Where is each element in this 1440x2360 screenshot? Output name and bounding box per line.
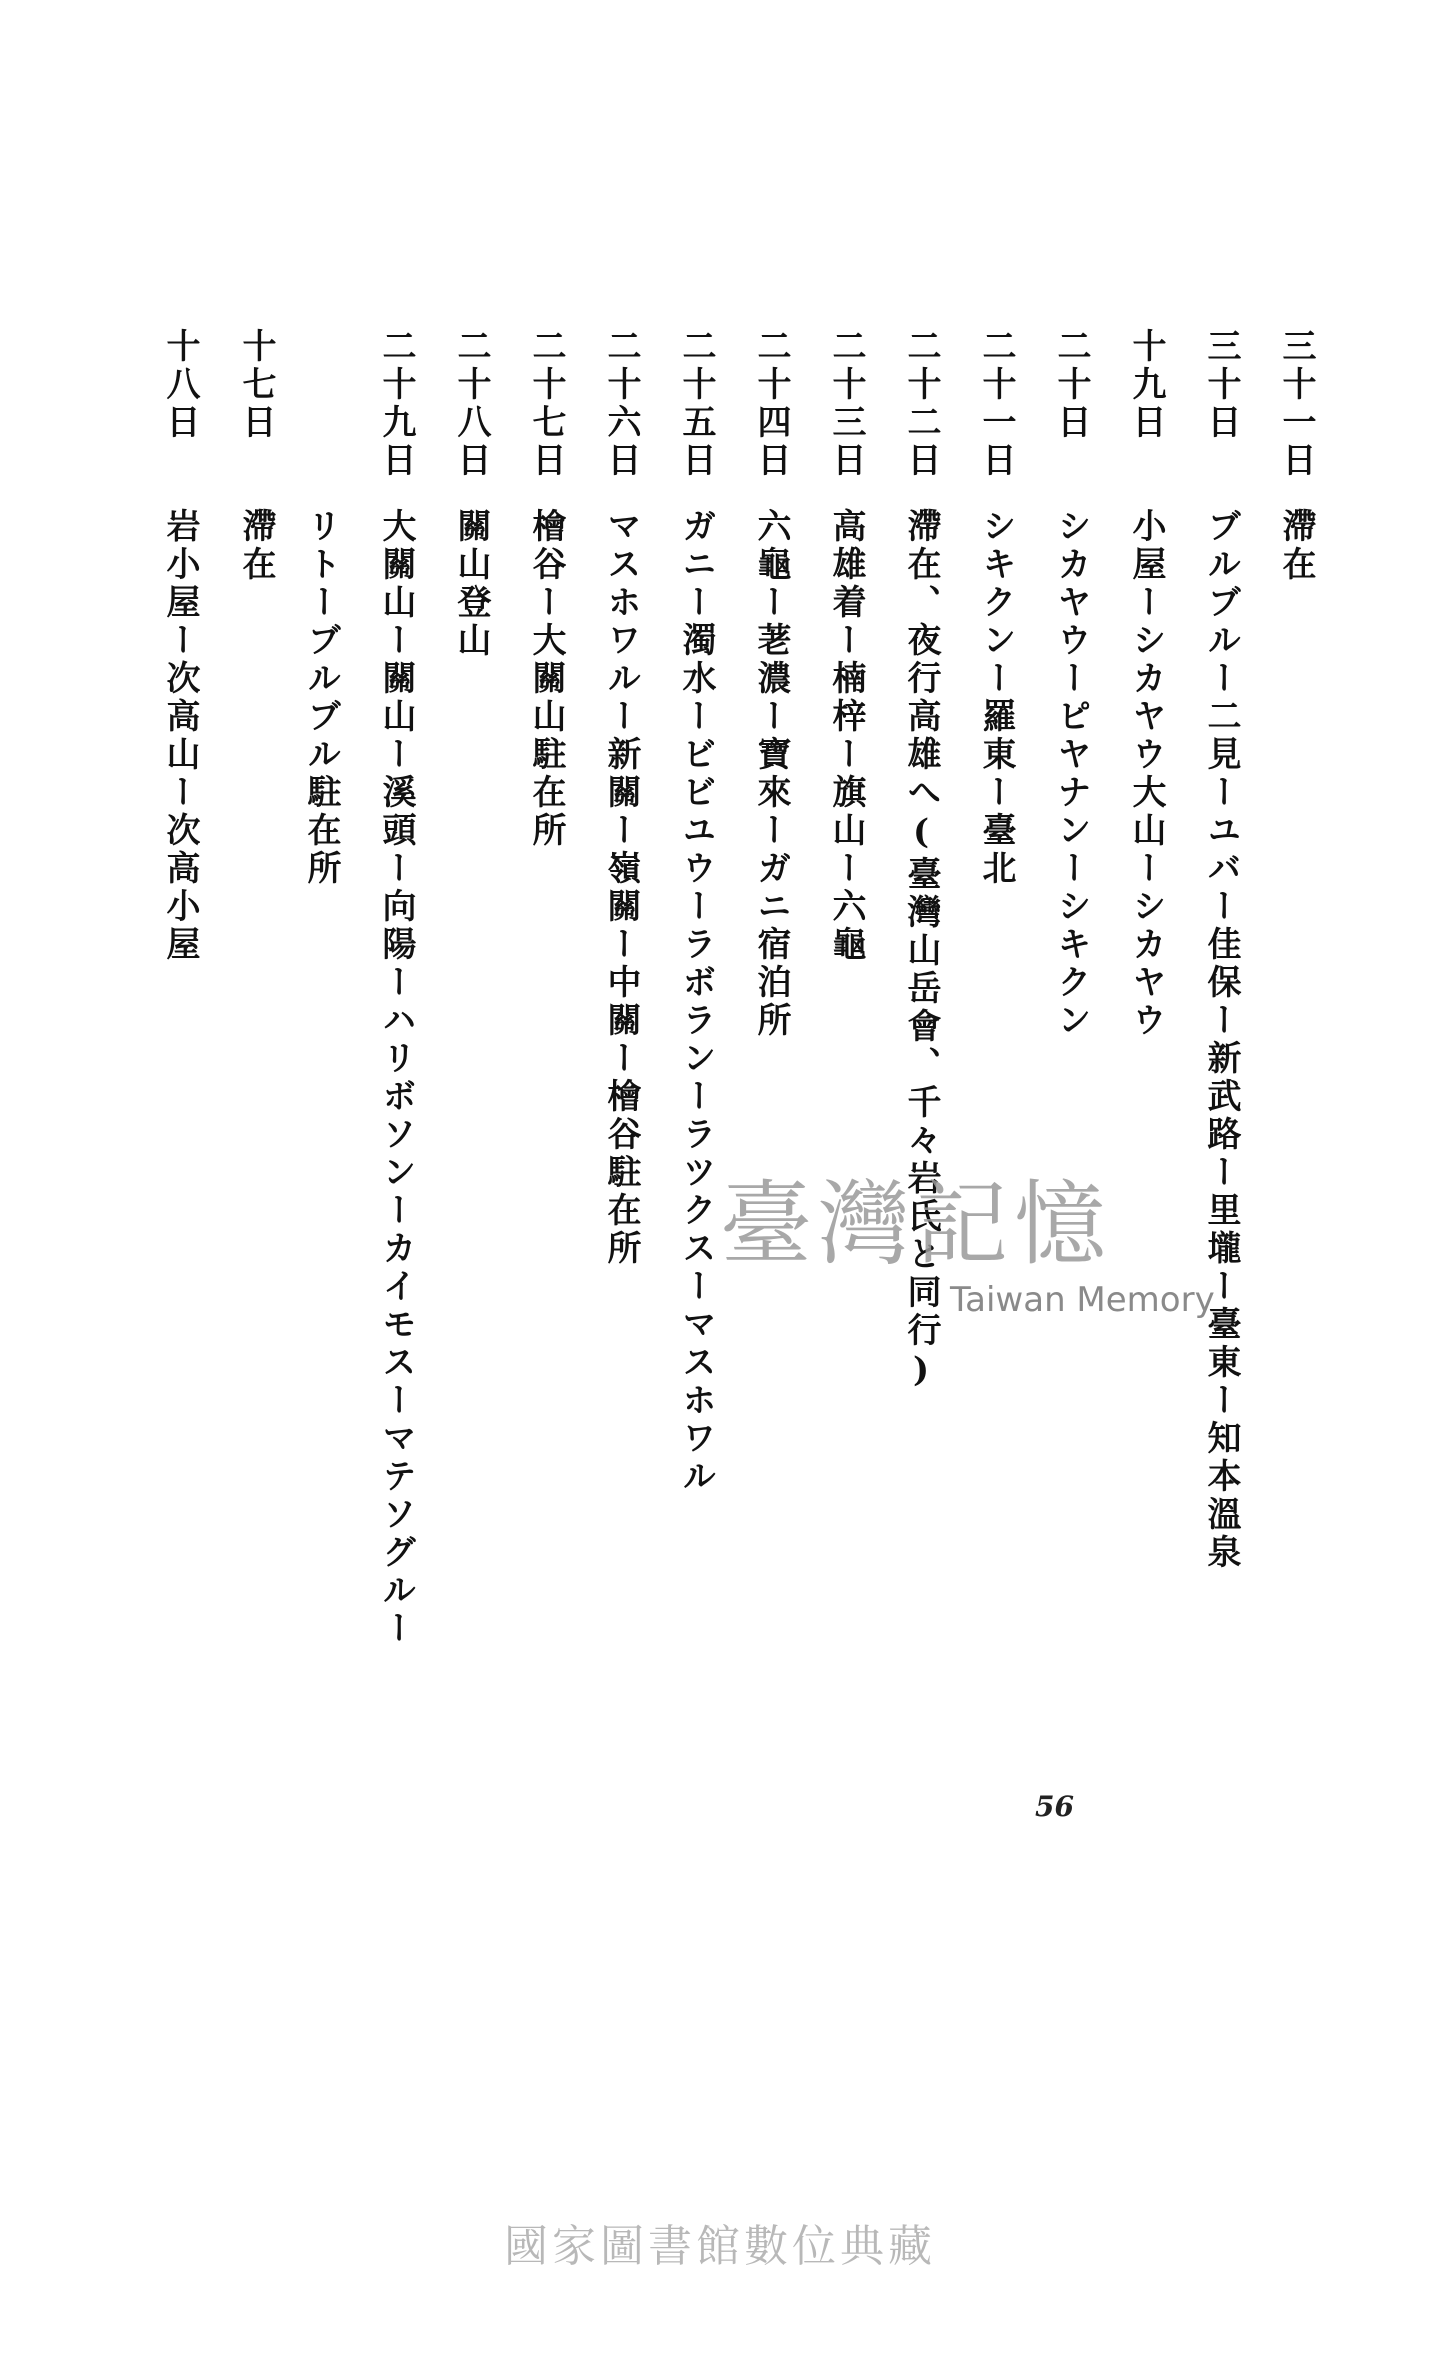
entry-route: 岩小屋ー次高山ー次高小屋 xyxy=(160,508,200,964)
entry-route: 滯在、夜行高雄へ(臺灣山岳會、千々岩氏と同行) xyxy=(901,508,941,1394)
entry-route: ガニー濁水ービビユウーラボランーラツクスーマスホワル xyxy=(676,508,716,1496)
entry-route: 滯在 xyxy=(1276,508,1316,584)
watermark-title: 臺灣記憶 xyxy=(720,1171,1113,1278)
page-number: 56 xyxy=(1035,1790,1074,1823)
entry-date: 十九日 xyxy=(1126,328,1166,442)
entry-route: 滯在 xyxy=(236,508,276,584)
entry-route: 大關山ー關山ー溪頭ー向陽ーハリボソンーカイモスーマテソグルー xyxy=(376,508,416,1648)
entry-date: 二十三日 xyxy=(826,328,866,480)
entry-date: 三十一日 xyxy=(1276,328,1316,480)
entry-route: リトーブルブル駐在所 xyxy=(301,508,341,888)
watermark xyxy=(720,1170,1220,1350)
entry-date: 二十五日 xyxy=(676,328,716,480)
entry-route: 小屋ーシカヤウ大山ーシカヤウ xyxy=(1126,508,1166,1040)
entry-date: 二十七日 xyxy=(526,328,566,480)
entry-date: 十七日 xyxy=(236,328,276,442)
entry-date: 二十二日 xyxy=(901,328,941,480)
entry-route: マスホワルー新關ー嶺關ー中關ー檜谷駐在所 xyxy=(601,508,641,1268)
entry-date: 二十一日 xyxy=(976,328,1016,480)
entry-date: 三十日 xyxy=(1201,328,1241,442)
entry-route: シキクンー羅東ー臺北 xyxy=(976,508,1016,888)
entry-route: シカヤウーピヤナンーシキクン xyxy=(1051,508,1091,1040)
entry-route: 六龜ー荖濃ー寶來ーガニ宿泊所 xyxy=(751,508,791,1040)
entry-route: 檜谷ー大關山駐在所 xyxy=(526,508,566,850)
entry-date: 十八日 xyxy=(160,328,200,442)
entry-date: 二十日 xyxy=(1051,328,1091,442)
entry-route: ブルブルー二見ーユバー佳保ー新武路ー里壠ー臺東ー知本溫泉 xyxy=(1201,508,1241,1572)
entry-route: 關山登山 xyxy=(451,508,491,660)
entry-date: 二十六日 xyxy=(601,328,641,480)
footer-credit: 國家圖書館數位典藏 xyxy=(504,2221,936,2272)
entry-date: 二十九日 xyxy=(376,328,416,480)
entry-route: 高雄着ー楠梓ー旗山ー六龜 xyxy=(826,508,866,964)
entry-date: 二十四日 xyxy=(751,328,791,480)
entry-date: 二十八日 xyxy=(451,328,491,480)
watermark-subtitle: Taiwan Memory xyxy=(950,1280,1215,1320)
